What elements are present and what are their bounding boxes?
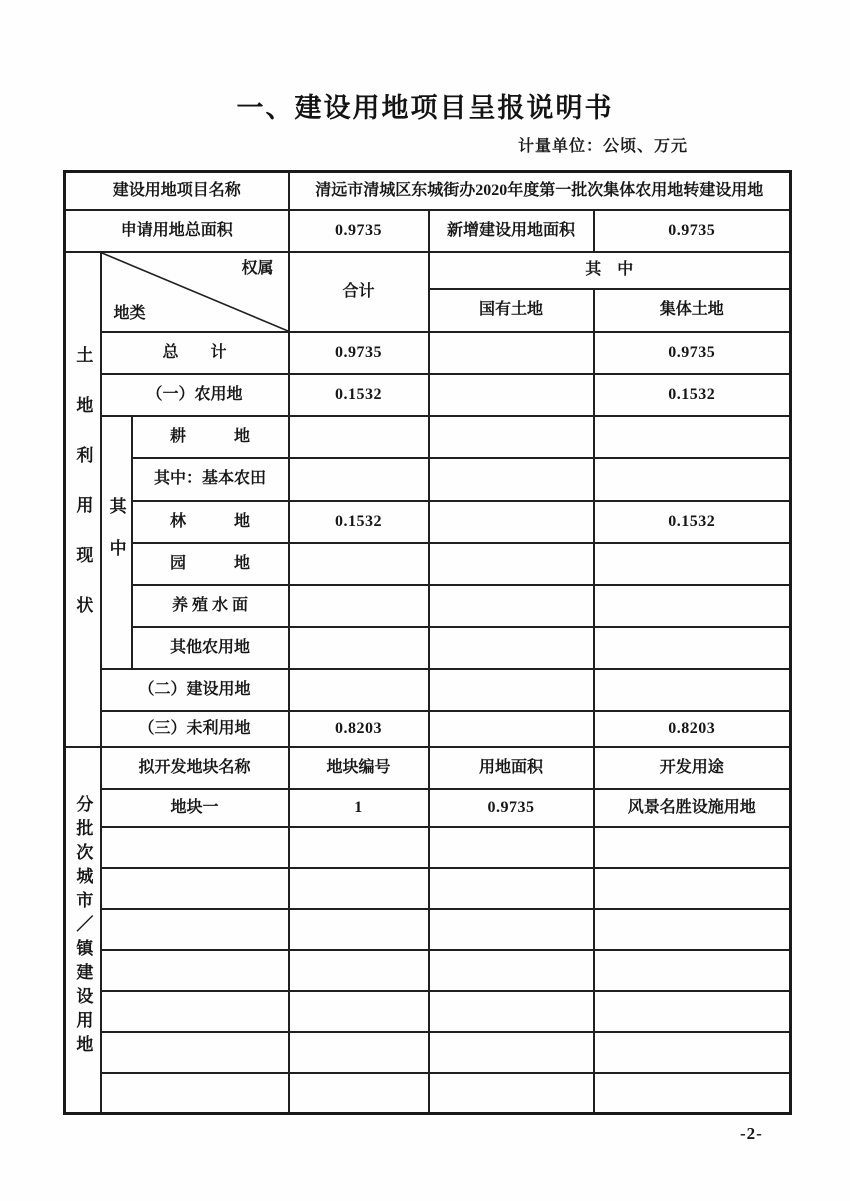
land-row-label: 养 殖 水 面 — [132, 585, 289, 627]
header-state-land: 国有土地 — [429, 289, 594, 332]
land-row-state — [429, 501, 594, 543]
parcel-cell-area — [429, 991, 594, 1032]
table-row — [65, 332, 791, 374]
land-row-label: （三）未利用地 — [101, 711, 289, 747]
parcel-cell-area — [429, 827, 594, 868]
section-label-parcels-text: 分批次城市／镇建设用地 — [73, 794, 93, 1059]
parcel-cell-id — [289, 991, 429, 1032]
table-row — [65, 789, 791, 827]
section-label-land-use-text: 土地利用现状 — [73, 346, 93, 646]
header-among: 其 中 — [429, 252, 791, 289]
land-row-label: 总 计 — [101, 332, 289, 374]
parcel-cell-area: 0.9735 — [429, 789, 594, 827]
land-row-state — [429, 711, 594, 747]
total-area-label: 申请用地总面积 — [65, 210, 289, 252]
table-row — [65, 1032, 791, 1073]
parcel-cell-use — [594, 991, 791, 1032]
total-area-value: 0.9735 — [289, 210, 429, 252]
parcel-cell-name — [101, 909, 289, 950]
parcel-header-area: 用地面积 — [429, 747, 594, 789]
new-area-label: 新增建设用地面积 — [429, 210, 594, 252]
parcel-cell-name — [101, 827, 289, 868]
project-name-value: 清远市清城区东城街办2020年度第一批次集体农用地转建设用地 — [289, 172, 791, 210]
page-title: 一、建设用地项目呈报说明书 — [236, 93, 614, 123]
land-row-total — [289, 458, 429, 501]
parcel-cell-id — [289, 950, 429, 991]
table-row — [65, 585, 791, 627]
land-row-label: 其中：基本农田 — [132, 458, 289, 501]
land-row-collective: 0.9735 — [594, 332, 791, 374]
parcel-header-id: 地块编号 — [289, 747, 429, 789]
parcel-header-use: 开发用途 — [594, 747, 791, 789]
land-row-total: 0.9735 — [289, 332, 429, 374]
land-row-state — [429, 627, 594, 669]
land-row-collective: 0.1532 — [594, 374, 791, 416]
table-row — [65, 868, 791, 909]
table-row — [65, 1073, 791, 1114]
parcel-cell-area — [429, 909, 594, 950]
parcel-cell-id — [289, 909, 429, 950]
land-row-total: 0.1532 — [289, 374, 429, 416]
parcel-cell-name — [101, 1073, 289, 1114]
land-row-total — [289, 627, 429, 669]
table-row — [65, 374, 791, 416]
land-report-table — [63, 170, 792, 1115]
parcel-cell-use — [594, 827, 791, 868]
parcel-cell-area — [429, 1073, 594, 1114]
land-row-state — [429, 374, 594, 416]
land-row-state — [429, 585, 594, 627]
land-row-label: （一）农用地 — [101, 374, 289, 416]
land-row-total — [289, 543, 429, 585]
land-row-label: 园 地 — [132, 543, 289, 585]
parcel-cell-id — [289, 1032, 429, 1073]
project-name-label: 建设用地项目名称 — [65, 172, 289, 210]
land-row-total — [289, 416, 429, 458]
table-row — [65, 991, 791, 1032]
parcel-cell-area — [429, 868, 594, 909]
land-row-collective — [594, 585, 791, 627]
parcel-cell-use: 风景名胜设施用地 — [594, 789, 791, 827]
table-row — [65, 627, 791, 669]
table-row — [65, 210, 791, 252]
table-row — [65, 747, 791, 789]
parcel-cell-id — [289, 1073, 429, 1114]
land-row-total — [289, 669, 429, 711]
unit-note: 计量单位：公顷、万元 — [518, 138, 689, 155]
parcel-cell-name — [101, 991, 289, 1032]
parcel-cell-use — [594, 1032, 791, 1073]
land-row-collective — [594, 669, 791, 711]
parcel-cell-name: 地块一 — [101, 789, 289, 827]
table-row — [65, 909, 791, 950]
land-row-state — [429, 332, 594, 374]
parcel-cell-use — [594, 868, 791, 909]
diagonal-label-ownership: 权属 — [241, 259, 274, 277]
land-row-collective — [594, 543, 791, 585]
parcel-cell-name — [101, 868, 289, 909]
land-row-label: 林 地 — [132, 501, 289, 543]
section-label-land-use — [65, 252, 101, 747]
section-label-parcels — [65, 747, 101, 1114]
table-row — [65, 827, 791, 868]
table-row — [65, 950, 791, 991]
parcel-header-name: 拟开发地块名称 — [101, 747, 289, 789]
diagonal-header-cell — [101, 252, 289, 332]
land-row-total: 0.1532 — [289, 501, 429, 543]
parcel-cell-name — [101, 950, 289, 991]
parcel-cell-use — [594, 950, 791, 991]
parcel-cell-id: 1 — [289, 789, 429, 827]
table-row — [65, 711, 791, 747]
land-row-label: 耕 地 — [132, 416, 289, 458]
land-row-label: 其他农用地 — [132, 627, 289, 669]
header-collective-land: 集体土地 — [594, 289, 791, 332]
table-row — [65, 172, 791, 210]
land-row-collective: 0.8203 — [594, 711, 791, 747]
land-row-collective — [594, 458, 791, 501]
land-row-state — [429, 458, 594, 501]
table-row — [65, 252, 791, 289]
parcel-cell-id — [289, 868, 429, 909]
parcel-cell-area — [429, 1032, 594, 1073]
land-row-state — [429, 669, 594, 711]
table-row — [65, 458, 791, 501]
land-row-collective — [594, 416, 791, 458]
subgroup-label-among-text: 其中 — [106, 497, 126, 581]
parcel-cell-id — [289, 827, 429, 868]
diagonal-label-landtype: 地类 — [113, 304, 146, 322]
land-row-total: 0.8203 — [289, 711, 429, 747]
parcel-cell-name — [101, 1032, 289, 1073]
land-row-total — [289, 585, 429, 627]
parcel-cell-use — [594, 1073, 791, 1114]
table-row — [65, 501, 791, 543]
land-row-collective — [594, 627, 791, 669]
land-row-label: （二）建设用地 — [101, 669, 289, 711]
land-row-state — [429, 543, 594, 585]
parcel-cell-area — [429, 950, 594, 991]
table-row — [65, 669, 791, 711]
header-total: 合计 — [289, 252, 429, 332]
page-number: -2- — [740, 1124, 763, 1143]
table-row — [65, 416, 791, 458]
parcel-cell-use — [594, 909, 791, 950]
subgroup-label-among — [101, 416, 132, 669]
new-area-value: 0.9735 — [594, 210, 791, 252]
land-row-collective: 0.1532 — [594, 501, 791, 543]
table-row — [65, 543, 791, 585]
land-row-state — [429, 416, 594, 458]
